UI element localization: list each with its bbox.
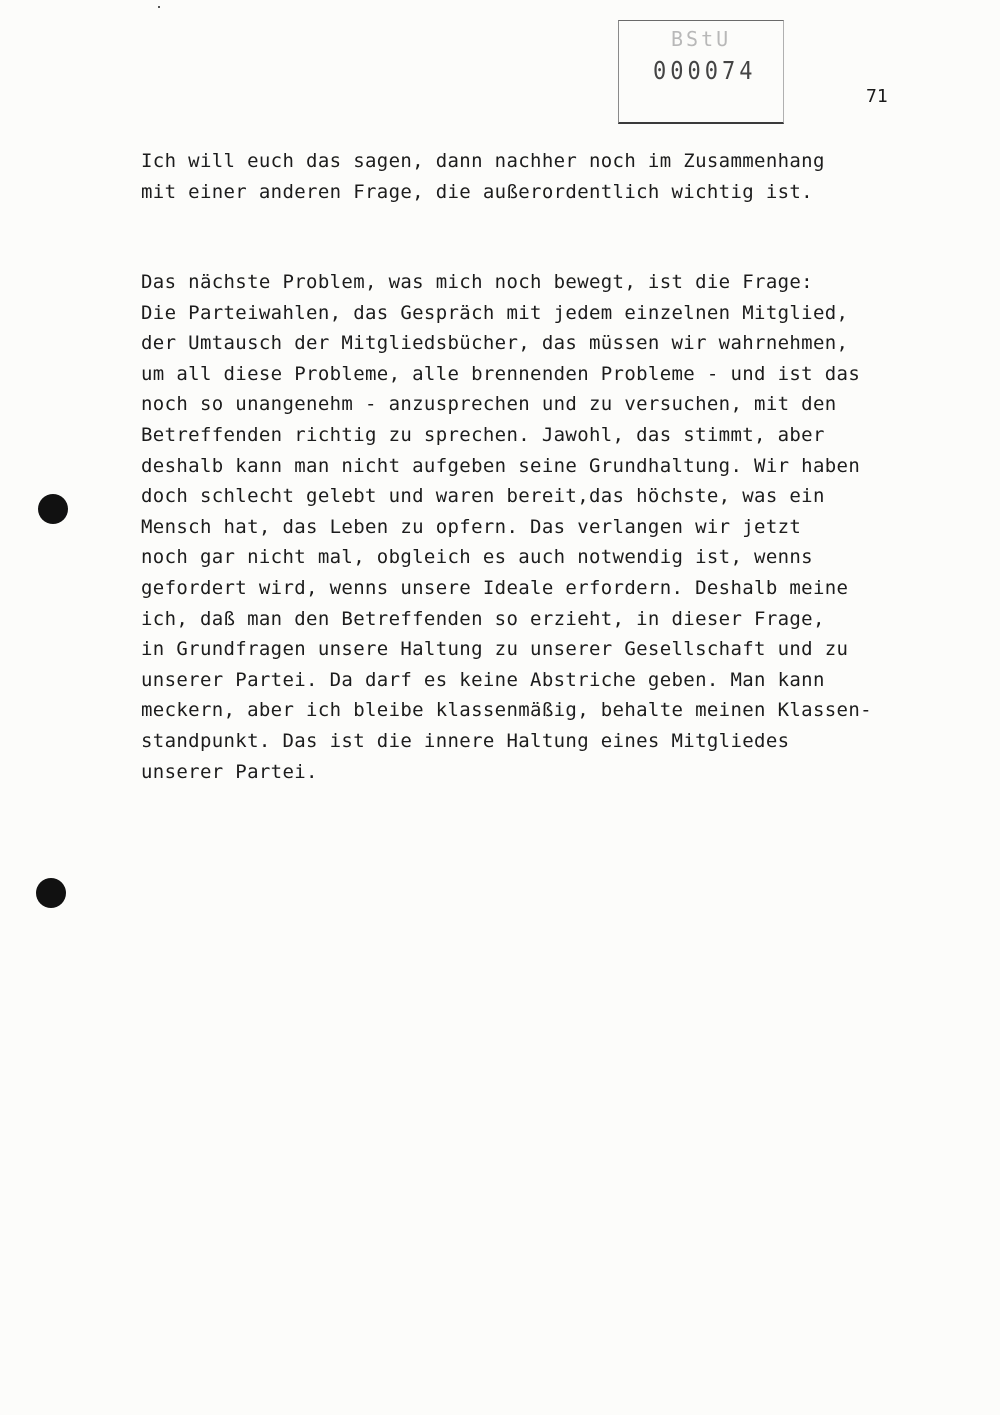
text-line: mit einer anderen Frage, die außerordentlich wichtig ist. <box>141 180 813 203</box>
text-line: Ich will euch das sagen, dann nachher noch im Zusammenhang <box>141 150 825 172</box>
stamp-page-number: 000074 <box>653 57 757 86</box>
text-line: meckern, aber ich bleibe klassenmäßig, behalte meinen Klassen- <box>141 699 872 722</box>
punch-hole <box>36 878 66 908</box>
text-line: der Umtausch der Mitgliedsbücher, das müssen wir wahrnehmen, <box>141 332 849 355</box>
stamp-agency-label: BStU <box>671 27 732 51</box>
paragraph-2 <box>141 267 872 787</box>
paragraph-1 <box>141 146 825 207</box>
text-line: unserer Partei. <box>141 760 318 783</box>
text-line: standpunkt. Das ist die innere Haltung eines Mitgliedes <box>141 729 790 752</box>
text-line: gefordert wird, wenns unsere Ideale erfordern. Deshalb meine <box>141 576 849 599</box>
text-line: Die Parteiwahlen, das Gespräch mit jedem einzelnen Mitglied, <box>141 301 849 324</box>
text-line: in Grundfragen unsere Haltung zu unserer Gesellschaft und zu <box>141 638 849 661</box>
text-line: doch schlecht gelebt und waren bereit,das höchste, was ein <box>141 485 825 508</box>
text-line: unserer Partei. Da darf es keine Abstriche geben. Man kann <box>141 668 825 691</box>
text-line: deshalb kann man nicht aufgeben seine Grundhaltung. Wir haben <box>141 454 861 477</box>
archive-stamp <box>618 20 784 124</box>
punch-hole <box>38 494 68 524</box>
text-line: Betreffenden richtig zu sprechen. Jawohl, das stimmt, aber <box>141 423 825 446</box>
page-number: 71 <box>866 86 888 107</box>
text-line: ich, daß man den Betreffenden so erzieht, in dieser Frage, <box>141 607 825 630</box>
text-line: noch so unangenehm - anzusprechen und zu versuchen, mit den <box>141 393 837 416</box>
text-line: Das nächste Problem, was mich noch bewegt, ist die Frage: <box>141 271 813 293</box>
text-line: Mensch hat, das Leben zu opfern. Das verlangen wir jetzt <box>141 515 802 538</box>
paper-speck <box>158 6 160 8</box>
text-line: noch gar nicht mal, obgleich es auch notwendig ist, wenns <box>141 546 813 569</box>
text-line: um all diese Probleme, alle brennenden Probleme - und ist das <box>141 362 861 385</box>
